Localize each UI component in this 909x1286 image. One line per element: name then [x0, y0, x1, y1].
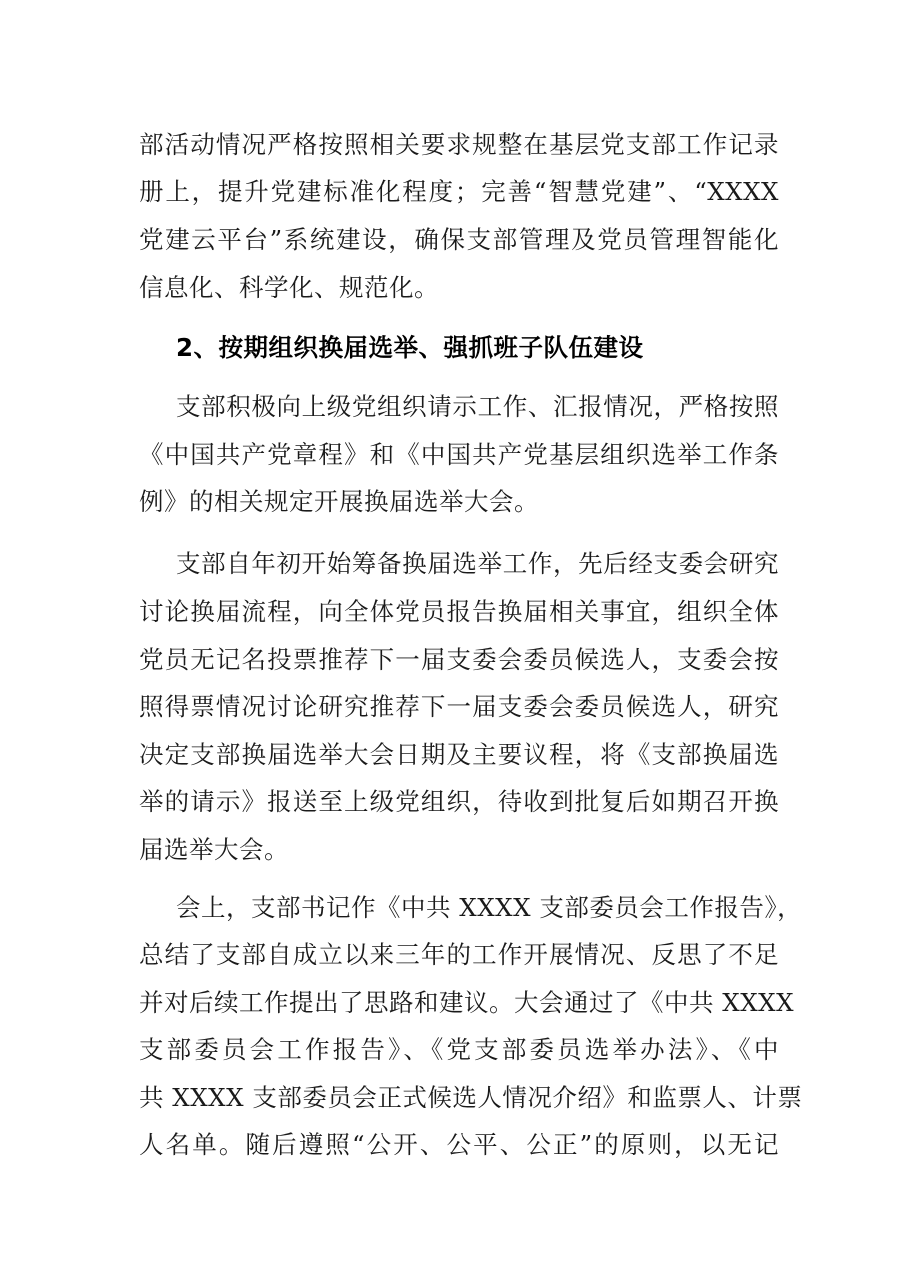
- paragraph-3-line-1: 支部自年初开始筹备换届选举工作，先后经支委会研究: [176, 549, 779, 578]
- paragraph-2-line-1: 支部积极向上级党组织请示工作、汇报情况，严格按照: [176, 392, 779, 421]
- paragraph-4-line-6: 人名单。随后遵照“公开、公平、公正”的原则，以无记: [139, 1130, 779, 1159]
- paragraph-4-line-5: 共 XXXX 支部委员会正式候选人情况介绍》和监票人、计票: [139, 1083, 803, 1112]
- paragraph-3-line-2: 讨论换届流程，向全体党员报告换届相关事宜，组织全体: [139, 597, 779, 626]
- paragraph-4-line-2: 总结了支部自成立以来三年的工作开展情况、反思了不足: [139, 940, 779, 969]
- paragraph-1-line-1: 部活动情况严格按照相关要求规整在基层党支部工作记录: [139, 130, 779, 159]
- paragraph-3-line-4: 照得票情况讨论研究推荐下一届支委会委员候选人，研究: [139, 692, 779, 721]
- paragraph-1-line-3: 党建云平台”系统建设，确保支部管理及党员管理智能化: [139, 225, 779, 254]
- paragraph-2-line-3: 例》的相关规定开展换届选举大会。: [139, 487, 539, 516]
- paragraph-4-line-4: 支部委员会工作报告》、《党支部委员选举办法》、《中: [139, 1035, 779, 1064]
- paragraph-3-line-7: 届选举大会。: [139, 835, 289, 864]
- paragraph-3-line-5: 决定支部换届选举大会日期及主要议程，将《支部换届选: [139, 740, 779, 769]
- paragraph-1-line-2: 册上，提升党建标准化程度；完善“智慧党建”、“XXXX: [139, 177, 779, 206]
- paragraph-4-line-1: 会上，支部书记作《中共 XXXX 支部委员会工作报告》，: [176, 893, 803, 922]
- paragraph-4-line-3: 并对后续工作提出了思路和建议。大会通过了《中共 XXXX: [139, 988, 795, 1017]
- paragraph-3-line-3: 党员无记名投票推荐下一届支委会委员候选人，支委会按: [139, 645, 779, 674]
- paragraph-2-line-2: 《中国共产党章程》和《中国共产党基层组织选举工作条: [139, 440, 779, 469]
- paragraph-1-line-4: 信息化、科学化、规范化。: [139, 273, 439, 302]
- paragraph-3-line-6: 举的请示》报送至上级党组织，待收到批复后如期召开换: [139, 787, 779, 816]
- section-heading: 2、按期组织换届选举、强抓班子队伍建设: [176, 333, 644, 362]
